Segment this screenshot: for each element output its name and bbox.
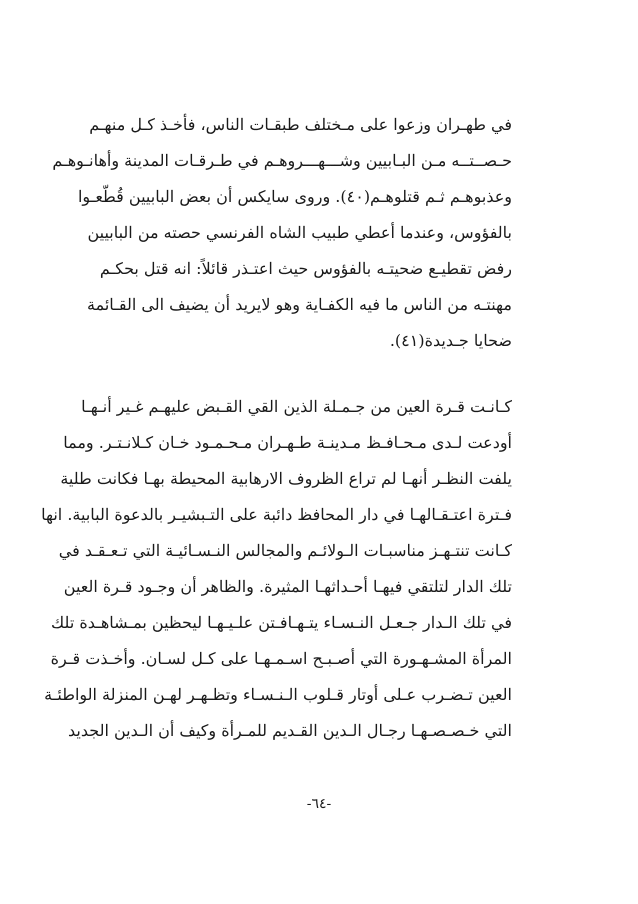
paragraph-2: [41, 389, 512, 749]
paragraph-2-line-9: العين تـضـرب عـلى أوتار قـلوب الـنـسـاء وتظـهـر لهـن المنزلة الواطئـة: [44, 685, 512, 704]
paragraph-1-line-1: في طهـران وزعوا على مـختلف طبقـات الناس، فأخـذ كـل منهـم: [89, 115, 512, 134]
paragraph-2-line-2: أودعت لـدى مـحـافـظ مـدينـة طـهـران مـحـمـود خـان كـلانـتـر. ومما: [63, 433, 512, 452]
paragraph-2-line-1: كـانـت قـرة العين من جـمـلة الذين القي القـبض عليهـم غـير أنـهـا: [81, 397, 512, 416]
paragraph-1-line-2: حـصــتــه مـن البـابيين وشـــهـــروهـم في طـرقـات المدينة وأهانـوهـم: [52, 151, 512, 170]
paragraph-1-line-7: ضحايا جـديدة(٤١).: [389, 331, 512, 350]
paragraph-1-line-3: وعذبوهـم ثـم قتلوهـم(٤٠). وروى سايكس أن بعض البابيين قُطّعـوا: [77, 187, 512, 206]
paragraph-2-line-10: التي خـصـصـهـا رجـال الـدين القـديم للمـرأة وكيف أن الـدين الجديد: [68, 721, 512, 740]
paragraph-1-line-6: مهنتـه من الناس ما فيه الكفـاية وهو لايريد أن يضيف الى القـائمة: [87, 295, 512, 314]
paragraph-2-line-5: كـانت تنتـهـز مناسبـات الـولائـم والمجالس النـسـائيـة التي تـعـقـد في: [58, 541, 512, 560]
paragraph-1: [52, 107, 512, 359]
paragraph-2-line-3: يلفت النظـر أنهـا لم تراع الظروف الارهابية المحيطة بهـا فكانت طلية: [60, 469, 512, 488]
page-number: -٦٤-: [306, 796, 332, 812]
paragraph-2-line-7: في تلك الـدار جـعـل النـسـاء يتـهـافـتن علـيـهـا ليحظين بمـشاهـدة تلك: [51, 613, 512, 632]
paragraph-2-line-8: المرأة المشـهـورة التي أصـبـح اسـمـهـا على كـل لسـان. وأخـذت قـرة: [50, 649, 512, 668]
paragraph-2-line-4: فـترة اعتـقـالهـا في دار المحافظ دائبة على التـبشيـر بالدعوة البابية. انها: [41, 505, 512, 524]
paragraph-1-line-4: بالفؤوس، وعندما أعطي طبيب الشاه الفرنسي حصته من البابيين: [87, 223, 512, 242]
paragraph-1-line-5: رفض تقطيـع ضحيتـه بالفؤوس حيث اعتـذر قائلاً: انه قتل بحكـم: [99, 259, 512, 278]
paragraph-2-line-6: تلك الدار لتلتقي فيهـا أحـداثهـا المثيرة. والظاهر أن وجـود قـرة العين: [63, 577, 512, 596]
